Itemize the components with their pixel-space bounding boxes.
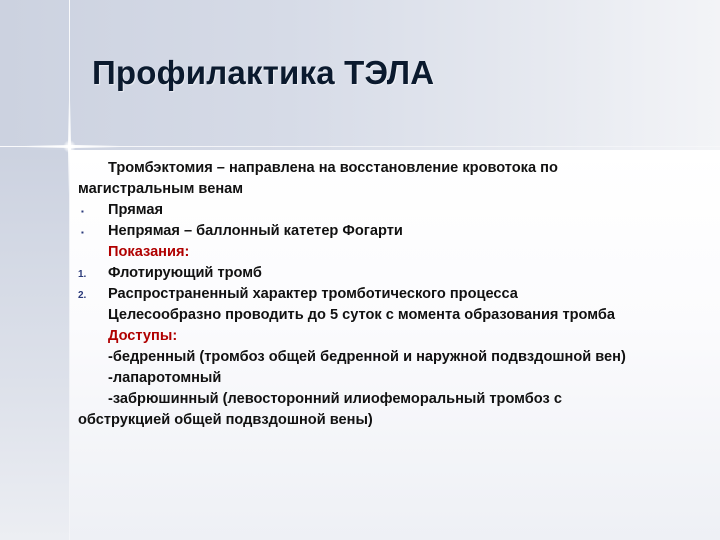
indication-text: Распространенный характер тромботического процесса — [108, 286, 518, 302]
bullet-text: Прямая — [108, 202, 163, 218]
paragraph-thrombectomy-line2: магистральным венам — [78, 181, 244, 197]
slide-body — [78, 158, 708, 431]
number-marker: 2. — [78, 290, 87, 301]
access-label: Доступы: — [108, 328, 178, 344]
indication-text: Флотирующий тромб — [108, 265, 262, 281]
timing-note: Целесообразно проводить до 5 суток с момента образования тромба — [108, 307, 616, 323]
indications-label: Показания: — [108, 244, 190, 260]
bullet-marker: ▪ — [81, 228, 84, 237]
left-decorative-band — [0, 150, 70, 540]
indication-item-1 — [78, 263, 708, 284]
bullet-item-direct — [78, 200, 708, 221]
access-item-retroperitoneal-line2: обструкцией общей подвздошной вены) — [78, 412, 373, 428]
access-item-femoral: -бедренный (тромбоз общей бедренной и наружной подвздошной вен) — [108, 349, 626, 365]
vertical-divider-line — [69, 0, 70, 540]
number-marker: 1. — [78, 269, 87, 280]
paragraph-thrombectomy-line1: Тромбэктомия – направлена на восстановление кровотока по — [108, 160, 558, 176]
indication-item-2 — [78, 284, 708, 305]
slide-title: Профилактика ТЭЛА — [92, 54, 435, 91]
access-item-retroperitoneal-line1: -забрюшинный (левосторонний илиофеморальный тромбоз с — [108, 391, 562, 407]
sparkle-star-icon — [63, 140, 76, 153]
bullet-text: Непрямая – баллонный катетер Фогарти — [108, 223, 403, 239]
access-item-laparotomy: -лапаротомный — [108, 370, 222, 386]
bullet-marker: ▪ — [81, 207, 84, 216]
bullet-item-indirect — [78, 221, 708, 242]
